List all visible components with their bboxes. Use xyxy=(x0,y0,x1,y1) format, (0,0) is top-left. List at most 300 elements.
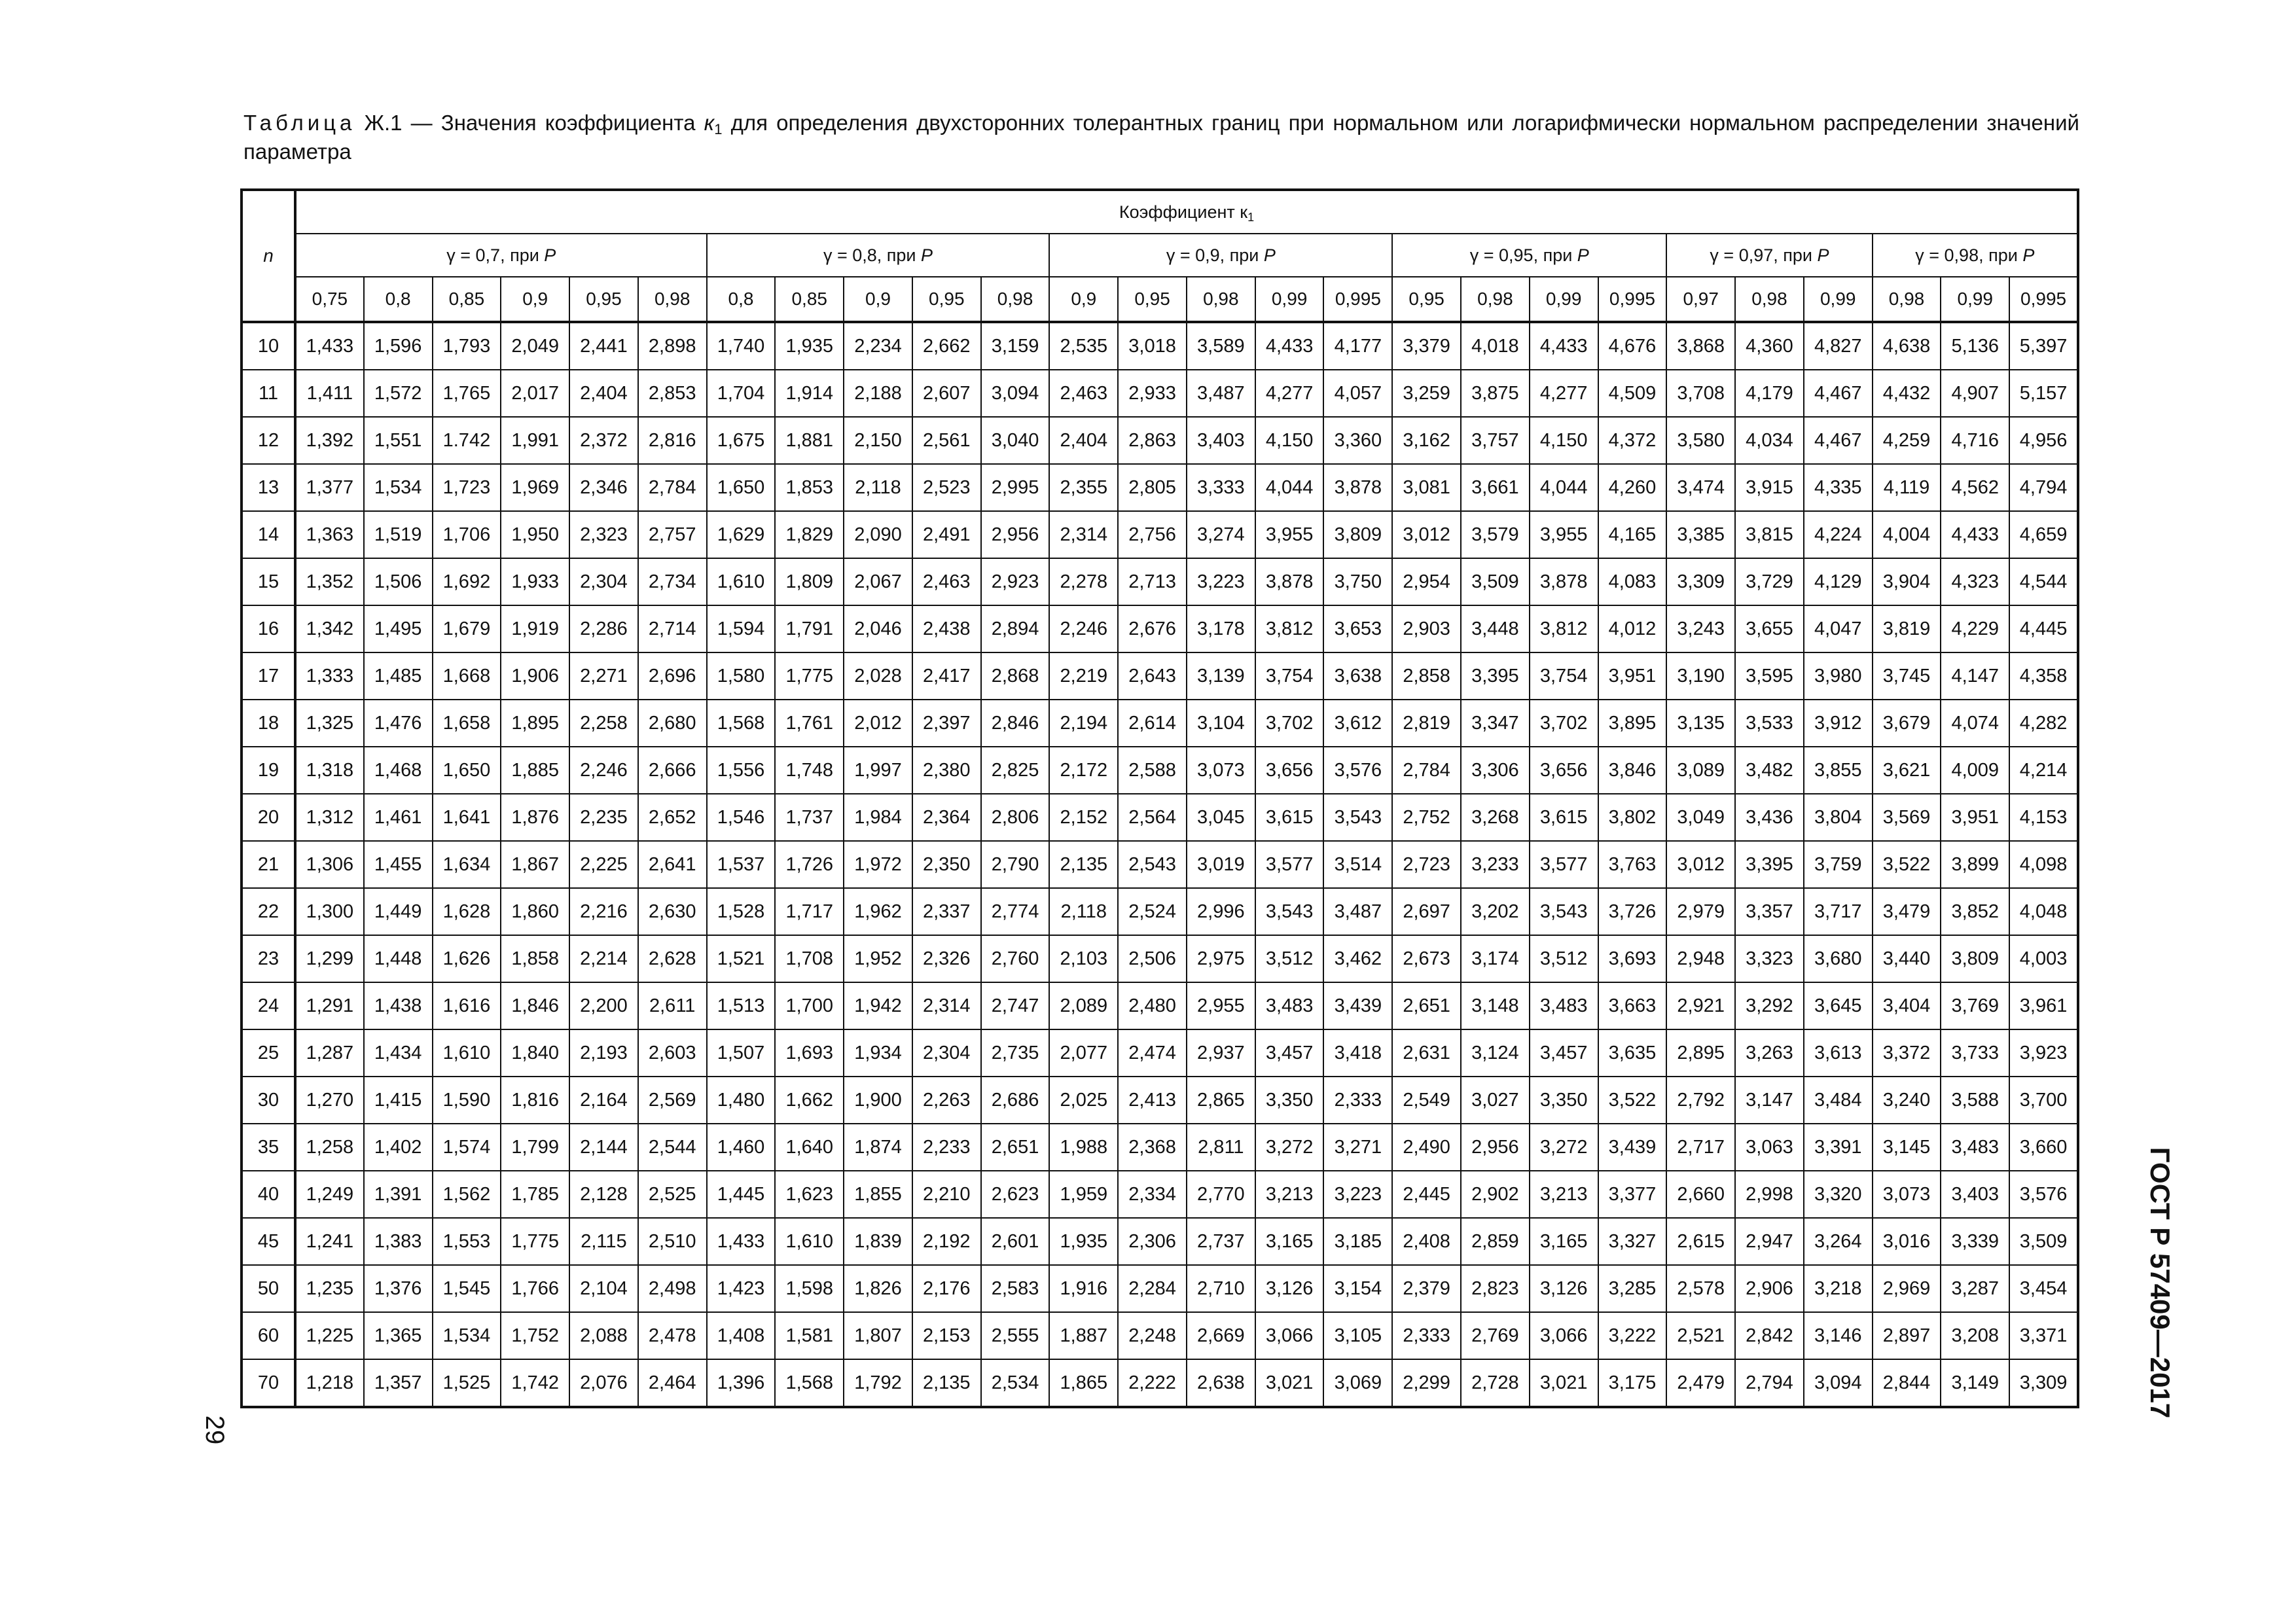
table-cell: 1,402 xyxy=(364,1124,433,1171)
table-cell: 3,462 xyxy=(1323,935,1392,982)
table-cell: 1,839 xyxy=(844,1218,912,1265)
table-cell: 3,482 xyxy=(1735,747,1804,794)
table-cell: 1,598 xyxy=(775,1265,844,1312)
table-cell: 1,895 xyxy=(501,700,569,747)
table-cell: 3,403 xyxy=(1941,1171,2009,1218)
table-cell: 1,396 xyxy=(707,1359,776,1407)
table-cell: 2,188 xyxy=(844,370,912,417)
table-cell: 4,432 xyxy=(1873,370,1941,417)
table-cell: 2,333 xyxy=(1323,1077,1392,1124)
table-cell: 4,018 xyxy=(1461,322,1530,370)
table-cell: 2,794 xyxy=(1735,1359,1804,1407)
table-row xyxy=(242,558,2078,605)
caption-text-before: — Значения коэффициента xyxy=(402,111,704,135)
table-cell: 2,286 xyxy=(569,605,638,652)
table-cell: 2,607 xyxy=(912,370,981,417)
table-cell: 1,534 xyxy=(364,464,433,511)
table-cell: 2,077 xyxy=(1049,1029,1118,1077)
table-cell: 4,323 xyxy=(1941,558,2009,605)
table-cell: 2,150 xyxy=(844,417,912,464)
table-cell: 3,955 xyxy=(1530,511,1598,558)
table-cell: 3,680 xyxy=(1804,935,1873,982)
table-cell: 3,923 xyxy=(2009,1029,2078,1077)
table-cell: 2,153 xyxy=(912,1312,981,1359)
probability-header: 0,95 xyxy=(1118,277,1187,322)
table-cell: 2,774 xyxy=(981,888,1050,935)
probability-header: 0,99 xyxy=(1804,277,1873,322)
table-cell: 1,528 xyxy=(707,888,776,935)
table-cell: 3,149 xyxy=(1941,1359,2009,1407)
table-cell: 4,956 xyxy=(2009,417,2078,464)
table-cell: 2,734 xyxy=(638,558,707,605)
probability-header: 0,9 xyxy=(844,277,912,322)
table-cell: 3,454 xyxy=(2009,1265,2078,1312)
table-cell: 2,696 xyxy=(638,652,707,700)
table-cell: 2,652 xyxy=(638,794,707,841)
table-cell: 1,860 xyxy=(501,888,569,935)
table-cell: 2,578 xyxy=(1666,1265,1735,1312)
table-cell: 1,449 xyxy=(364,888,433,935)
table-cell: 2,299 xyxy=(1392,1359,1461,1407)
table-cell: 1,383 xyxy=(364,1218,433,1265)
table-cell: 3,757 xyxy=(1461,417,1530,464)
table-cell: 4,433 xyxy=(1255,322,1324,370)
probability-header: 0,8 xyxy=(707,277,776,322)
table-cell: 2,673 xyxy=(1392,935,1461,982)
table-cell: 3,146 xyxy=(1804,1312,1873,1359)
table-cell: 2,233 xyxy=(912,1124,981,1171)
table-cell: 2,368 xyxy=(1118,1124,1187,1171)
table-cell: 2,660 xyxy=(1666,1171,1735,1218)
table-cell: 3,660 xyxy=(2009,1124,2078,1171)
table-row xyxy=(242,1218,2078,1265)
table-cell: 2,506 xyxy=(1118,935,1187,982)
table-row xyxy=(242,841,2078,888)
table-cell: 3,457 xyxy=(1255,1029,1324,1077)
table-cell: 1,858 xyxy=(501,935,569,982)
table-cell: 2,969 xyxy=(1873,1265,1941,1312)
table-cell: 1,969 xyxy=(501,464,569,511)
table-cell: 1,855 xyxy=(844,1171,912,1218)
table-cell: 2,823 xyxy=(1461,1265,1530,1312)
table-cell: 2,710 xyxy=(1187,1265,1255,1312)
table-cell: 3,213 xyxy=(1255,1171,1324,1218)
table-cell: 4,003 xyxy=(2009,935,2078,982)
row-n-value: 23 xyxy=(242,935,295,982)
table-cell: 3,951 xyxy=(1598,652,1667,700)
table-cell: 1,700 xyxy=(775,982,844,1029)
gamma-group-header xyxy=(1873,234,2078,277)
table-cell: 2,947 xyxy=(1735,1218,1804,1265)
table-cell: 4,147 xyxy=(1941,652,2009,700)
table-cell: 1,513 xyxy=(707,982,776,1029)
row-n-value: 18 xyxy=(242,700,295,747)
table-cell: 3,750 xyxy=(1323,558,1392,605)
table-cell: 3,812 xyxy=(1530,605,1598,652)
table-cell: 2,921 xyxy=(1666,982,1735,1029)
table-cell: 2,996 xyxy=(1187,888,1255,935)
table-cell: 1,312 xyxy=(295,794,364,841)
gamma-group-label: γ = 0,8, при xyxy=(823,245,922,265)
table-cell: 3,656 xyxy=(1530,747,1598,794)
table-cell: 2,144 xyxy=(569,1124,638,1171)
table-cell: 2,956 xyxy=(1461,1124,1530,1171)
table-cell: 2,524 xyxy=(1118,888,1187,935)
table-cell: 2,333 xyxy=(1392,1312,1461,1359)
table-cell: 2,868 xyxy=(981,652,1050,700)
row-n-value: 11 xyxy=(242,370,295,417)
gamma-group-p: P xyxy=(921,245,933,265)
table-cell: 2,897 xyxy=(1873,1312,1941,1359)
table-cell: 4,676 xyxy=(1598,322,1667,370)
table-cell: 2,844 xyxy=(1873,1359,1941,1407)
table-cell: 3,309 xyxy=(1666,558,1735,605)
table-cell: 2,588 xyxy=(1118,747,1187,794)
table-cell: 4,129 xyxy=(1804,558,1873,605)
table-cell: 2,463 xyxy=(912,558,981,605)
table-row xyxy=(242,1359,2078,1407)
table-cell: 4,827 xyxy=(1804,322,1873,370)
row-n-value: 20 xyxy=(242,794,295,841)
table-cell: 1,352 xyxy=(295,558,364,605)
table-cell: 1,580 xyxy=(707,652,776,700)
row-n-value: 10 xyxy=(242,322,295,370)
table-cell: 2,278 xyxy=(1049,558,1118,605)
table-cell: 3,190 xyxy=(1666,652,1735,700)
table-cell: 3,124 xyxy=(1461,1029,1530,1077)
table-cell: 1,610 xyxy=(707,558,776,605)
table-cell: 1,363 xyxy=(295,511,364,558)
table-cell: 4,562 xyxy=(1941,464,2009,511)
table-cell: 2,638 xyxy=(1187,1359,1255,1407)
table-cell: 3,159 xyxy=(981,322,1050,370)
probability-header: 0,75 xyxy=(295,277,364,322)
table-cell: 2,521 xyxy=(1666,1312,1735,1359)
table-row xyxy=(242,1171,2078,1218)
table-cell: 1,521 xyxy=(707,935,776,982)
table-cell: 1,640 xyxy=(775,1124,844,1171)
table-cell: 3,271 xyxy=(1323,1124,1392,1171)
table-cell: 1,881 xyxy=(775,417,844,464)
caption-text-after: для определения двухсторонних толерантных границ при нормальном или логарифмически нормальном распределении значений параметра xyxy=(243,111,2079,164)
table-cell: 3,148 xyxy=(1461,982,1530,1029)
table-cell: 2,534 xyxy=(981,1359,1050,1407)
table-cell: 1,935 xyxy=(1049,1218,1118,1265)
table-cell: 1,799 xyxy=(501,1124,569,1171)
table-cell: 1,935 xyxy=(775,322,844,370)
table-cell: 3,579 xyxy=(1461,511,1530,558)
table-cell: 3,145 xyxy=(1873,1124,1941,1171)
table-cell: 3,379 xyxy=(1392,322,1461,370)
table-cell: 2,555 xyxy=(981,1312,1050,1359)
table-cell: 2,756 xyxy=(1118,511,1187,558)
row-n-value: 25 xyxy=(242,1029,295,1077)
table-cell: 3,377 xyxy=(1598,1171,1667,1218)
caption-symbol-sub: 1 xyxy=(714,121,723,137)
table-cell: 3,418 xyxy=(1323,1029,1392,1077)
table-cell: 2,923 xyxy=(981,558,1050,605)
table-cell: 2,246 xyxy=(1049,605,1118,652)
table-cell: 2,865 xyxy=(1187,1077,1255,1124)
gamma-group-label: γ = 0,9, при xyxy=(1166,245,1264,265)
table-cell: 3,812 xyxy=(1255,605,1324,652)
table-cell: 2,337 xyxy=(912,888,981,935)
table-cell: 2,326 xyxy=(912,935,981,982)
table-cell: 3,272 xyxy=(1530,1124,1598,1171)
table-cell: 1,623 xyxy=(775,1171,844,1218)
table-cell: 1,679 xyxy=(433,605,501,652)
row-n-value: 21 xyxy=(242,841,295,888)
row-n-value: 60 xyxy=(242,1312,295,1359)
table-cell: 4,150 xyxy=(1255,417,1324,464)
row-n-value: 22 xyxy=(242,888,295,935)
table-cell: 2,445 xyxy=(1392,1171,1461,1218)
table-cell: 4,177 xyxy=(1323,322,1392,370)
coefficient-header-sub: 1 xyxy=(1247,210,1255,224)
table-cell: 3,802 xyxy=(1598,794,1667,841)
table-cell: 1,752 xyxy=(501,1312,569,1359)
table-cell: 2,438 xyxy=(912,605,981,652)
table-cell: 3,021 xyxy=(1530,1359,1598,1407)
table-cell: 2,012 xyxy=(844,700,912,747)
table-cell: 4,012 xyxy=(1598,605,1667,652)
table-row xyxy=(242,370,2078,417)
table-cell: 4,335 xyxy=(1804,464,1873,511)
document-id: ГОСТ Р 57409—2017 xyxy=(2145,1147,2176,1419)
table-cell: 3,656 xyxy=(1255,747,1324,794)
table-cell: 1,876 xyxy=(501,794,569,841)
table-cell: 2,975 xyxy=(1187,935,1255,982)
row-n-value: 15 xyxy=(242,558,295,605)
table-cell: 2,543 xyxy=(1118,841,1187,888)
table-cell: 2,954 xyxy=(1392,558,1461,605)
table-cell: 1,766 xyxy=(501,1265,569,1312)
table-cell: 2,474 xyxy=(1118,1029,1187,1077)
table-cell: 1,357 xyxy=(364,1359,433,1407)
table-cell: 1,556 xyxy=(707,747,776,794)
table-cell: 2,478 xyxy=(638,1312,707,1359)
gamma-group-header xyxy=(707,234,1050,277)
table-cell: 3,073 xyxy=(1187,747,1255,794)
table-cell: 1,495 xyxy=(364,605,433,652)
table-cell: 1,507 xyxy=(707,1029,776,1077)
table-cell: 2,408 xyxy=(1392,1218,1461,1265)
table-cell: 3,487 xyxy=(1323,888,1392,935)
table-cell: 3,360 xyxy=(1323,417,1392,464)
table-cell: 1,829 xyxy=(775,511,844,558)
table-cell: 1,596 xyxy=(364,322,433,370)
table-cell: 2,172 xyxy=(1049,747,1118,794)
caption-label: Таблица xyxy=(243,111,356,135)
table-cell: 1,460 xyxy=(707,1124,776,1171)
table-cell: 3,213 xyxy=(1530,1171,1598,1218)
table-cell: 3,436 xyxy=(1735,794,1804,841)
table-cell: 1,919 xyxy=(501,605,569,652)
table-cell: 2,737 xyxy=(1187,1218,1255,1265)
table-cell: 1,553 xyxy=(433,1218,501,1265)
table-cell: 3,218 xyxy=(1804,1265,1873,1312)
table-cell: 3,395 xyxy=(1461,652,1530,700)
table-cell: 2,510 xyxy=(638,1218,707,1265)
table-cell: 1,476 xyxy=(364,700,433,747)
table-cell: 3,404 xyxy=(1873,982,1941,1029)
table-cell: 2,651 xyxy=(981,1124,1050,1171)
table-cell: 2,304 xyxy=(912,1029,981,1077)
probability-header: 0,98 xyxy=(1461,277,1530,322)
table-cell: 1,287 xyxy=(295,1029,364,1077)
table-cell: 1.742 xyxy=(433,417,501,464)
table-cell: 2,152 xyxy=(1049,794,1118,841)
table-cell: 2,306 xyxy=(1118,1218,1187,1265)
table-cell: 2,194 xyxy=(1049,700,1118,747)
table-cell: 4,179 xyxy=(1735,370,1804,417)
table-cell: 1,867 xyxy=(501,841,569,888)
table-cell: 2,662 xyxy=(912,322,981,370)
table-cell: 3,268 xyxy=(1461,794,1530,841)
table-cell: 1,816 xyxy=(501,1077,569,1124)
table-cell: 4,433 xyxy=(1530,322,1598,370)
table-cell: 3,577 xyxy=(1255,841,1324,888)
table-cell: 3,350 xyxy=(1255,1077,1324,1124)
table-cell: 1,997 xyxy=(844,747,912,794)
table-cell: 1,641 xyxy=(433,794,501,841)
gamma-group-header xyxy=(295,234,707,277)
table-cell: 4,057 xyxy=(1323,370,1392,417)
table-cell: 3,708 xyxy=(1666,370,1735,417)
table-cell: 2,491 xyxy=(912,511,981,558)
table-cell: 1,962 xyxy=(844,888,912,935)
table-cell: 2,995 xyxy=(981,464,1050,511)
table-cell: 1,984 xyxy=(844,794,912,841)
table-cell: 2,628 xyxy=(638,935,707,982)
table-cell: 2,135 xyxy=(912,1359,981,1407)
table-cell: 3,021 xyxy=(1255,1359,1324,1407)
table-cell: 1,650 xyxy=(433,747,501,794)
table-cell: 2,752 xyxy=(1392,794,1461,841)
table-cell: 3,483 xyxy=(1530,982,1598,1029)
table-cell: 1,568 xyxy=(775,1359,844,1407)
table-cell: 2,346 xyxy=(569,464,638,511)
row-n-value: 30 xyxy=(242,1077,295,1124)
gamma-group-label: γ = 0,7, при xyxy=(446,245,545,265)
table-cell: 1,840 xyxy=(501,1029,569,1077)
table-cell: 2,535 xyxy=(1049,322,1118,370)
table-cell: 1,415 xyxy=(364,1077,433,1124)
table-cell: 3,588 xyxy=(1941,1077,2009,1124)
probability-header: 0,9 xyxy=(1049,277,1118,322)
table-cell: 2,334 xyxy=(1118,1171,1187,1218)
table-row xyxy=(242,464,2078,511)
table-cell: 3,162 xyxy=(1392,417,1461,464)
table-cell: 3,679 xyxy=(1873,700,1941,747)
table-cell: 1,775 xyxy=(775,652,844,700)
table-cell: 1,950 xyxy=(501,511,569,558)
table-cell: 2,948 xyxy=(1666,935,1735,982)
table-cell: 2,863 xyxy=(1118,417,1187,464)
table-cell: 3,512 xyxy=(1530,935,1598,982)
table-cell: 3,533 xyxy=(1735,700,1804,747)
table-cell: 3,759 xyxy=(1804,841,1873,888)
table-cell: 2,859 xyxy=(1461,1218,1530,1265)
probability-header: 0,99 xyxy=(1255,277,1324,322)
table-cell: 3,066 xyxy=(1530,1312,1598,1359)
table-cell: 3,439 xyxy=(1323,982,1392,1029)
table-cell: 1,791 xyxy=(775,605,844,652)
table-cell: 1,626 xyxy=(433,935,501,982)
coefficient-table xyxy=(240,188,2079,1408)
table-cell: 3,693 xyxy=(1598,935,1667,982)
table-cell: 3,104 xyxy=(1187,700,1255,747)
table-cell: 2,350 xyxy=(912,841,981,888)
table-cell: 1,942 xyxy=(844,982,912,1029)
table-cell: 1,581 xyxy=(775,1312,844,1359)
table-cell: 2,200 xyxy=(569,982,638,1029)
table-cell: 1,826 xyxy=(844,1265,912,1312)
table-header xyxy=(242,190,2078,322)
table-cell: 2,271 xyxy=(569,652,638,700)
table-cell: 3,147 xyxy=(1735,1077,1804,1124)
table-cell: 2,686 xyxy=(981,1077,1050,1124)
table-cell: 2,417 xyxy=(912,652,981,700)
row-n-value: 17 xyxy=(242,652,295,700)
table-cell: 3,350 xyxy=(1530,1077,1598,1124)
table-cell: 3,980 xyxy=(1804,652,1873,700)
row-n-value: 70 xyxy=(242,1359,295,1407)
table-cell: 2,903 xyxy=(1392,605,1461,652)
table-cell: 1,270 xyxy=(295,1077,364,1124)
table-cell: 1,408 xyxy=(707,1312,776,1359)
table-cell: 3,615 xyxy=(1255,794,1324,841)
table-cell: 3,395 xyxy=(1735,841,1804,888)
header-row-gamma xyxy=(242,234,2078,277)
table-cell: 3,661 xyxy=(1461,464,1530,511)
table-cell: 1,485 xyxy=(364,652,433,700)
table-cell: 1,411 xyxy=(295,370,364,417)
table-cell: 3,852 xyxy=(1941,888,2009,935)
table-cell: 2,355 xyxy=(1049,464,1118,511)
table-cell: 2,561 xyxy=(912,417,981,464)
table-cell: 3,875 xyxy=(1461,370,1530,417)
table-cell: 2,176 xyxy=(912,1265,981,1312)
table-cell: 3,439 xyxy=(1598,1124,1667,1171)
table-cell: 3,339 xyxy=(1941,1218,2009,1265)
table-cell: 3,320 xyxy=(1804,1171,1873,1218)
table-cell: 2,090 xyxy=(844,511,912,558)
table-cell: 2,404 xyxy=(569,370,638,417)
table-cell: 1,887 xyxy=(1049,1312,1118,1359)
table-cell: 4,214 xyxy=(2009,747,2078,794)
table-cell: 3,576 xyxy=(1323,747,1392,794)
table-cell: 3,385 xyxy=(1666,511,1735,558)
table-cell: 2,397 xyxy=(912,700,981,747)
table-cell: 3,357 xyxy=(1735,888,1804,935)
table-cell: 1,846 xyxy=(501,982,569,1029)
table-cell: 3,961 xyxy=(2009,982,2078,1029)
table-cell: 1,610 xyxy=(775,1218,844,1265)
table-cell: 2,611 xyxy=(638,982,707,1029)
table-cell: 1,675 xyxy=(707,417,776,464)
table-cell: 3,543 xyxy=(1255,888,1324,935)
table-cell: 3,094 xyxy=(981,370,1050,417)
table-cell: 3,487 xyxy=(1187,370,1255,417)
table-cell: 1,693 xyxy=(775,1029,844,1077)
table-row xyxy=(242,747,2078,794)
table-cell: 2,118 xyxy=(844,464,912,511)
table-cell: 3,285 xyxy=(1598,1265,1667,1312)
table-cell: 1,906 xyxy=(501,652,569,700)
table-cell: 3,243 xyxy=(1666,605,1735,652)
table-cell: 3,613 xyxy=(1804,1029,1873,1077)
